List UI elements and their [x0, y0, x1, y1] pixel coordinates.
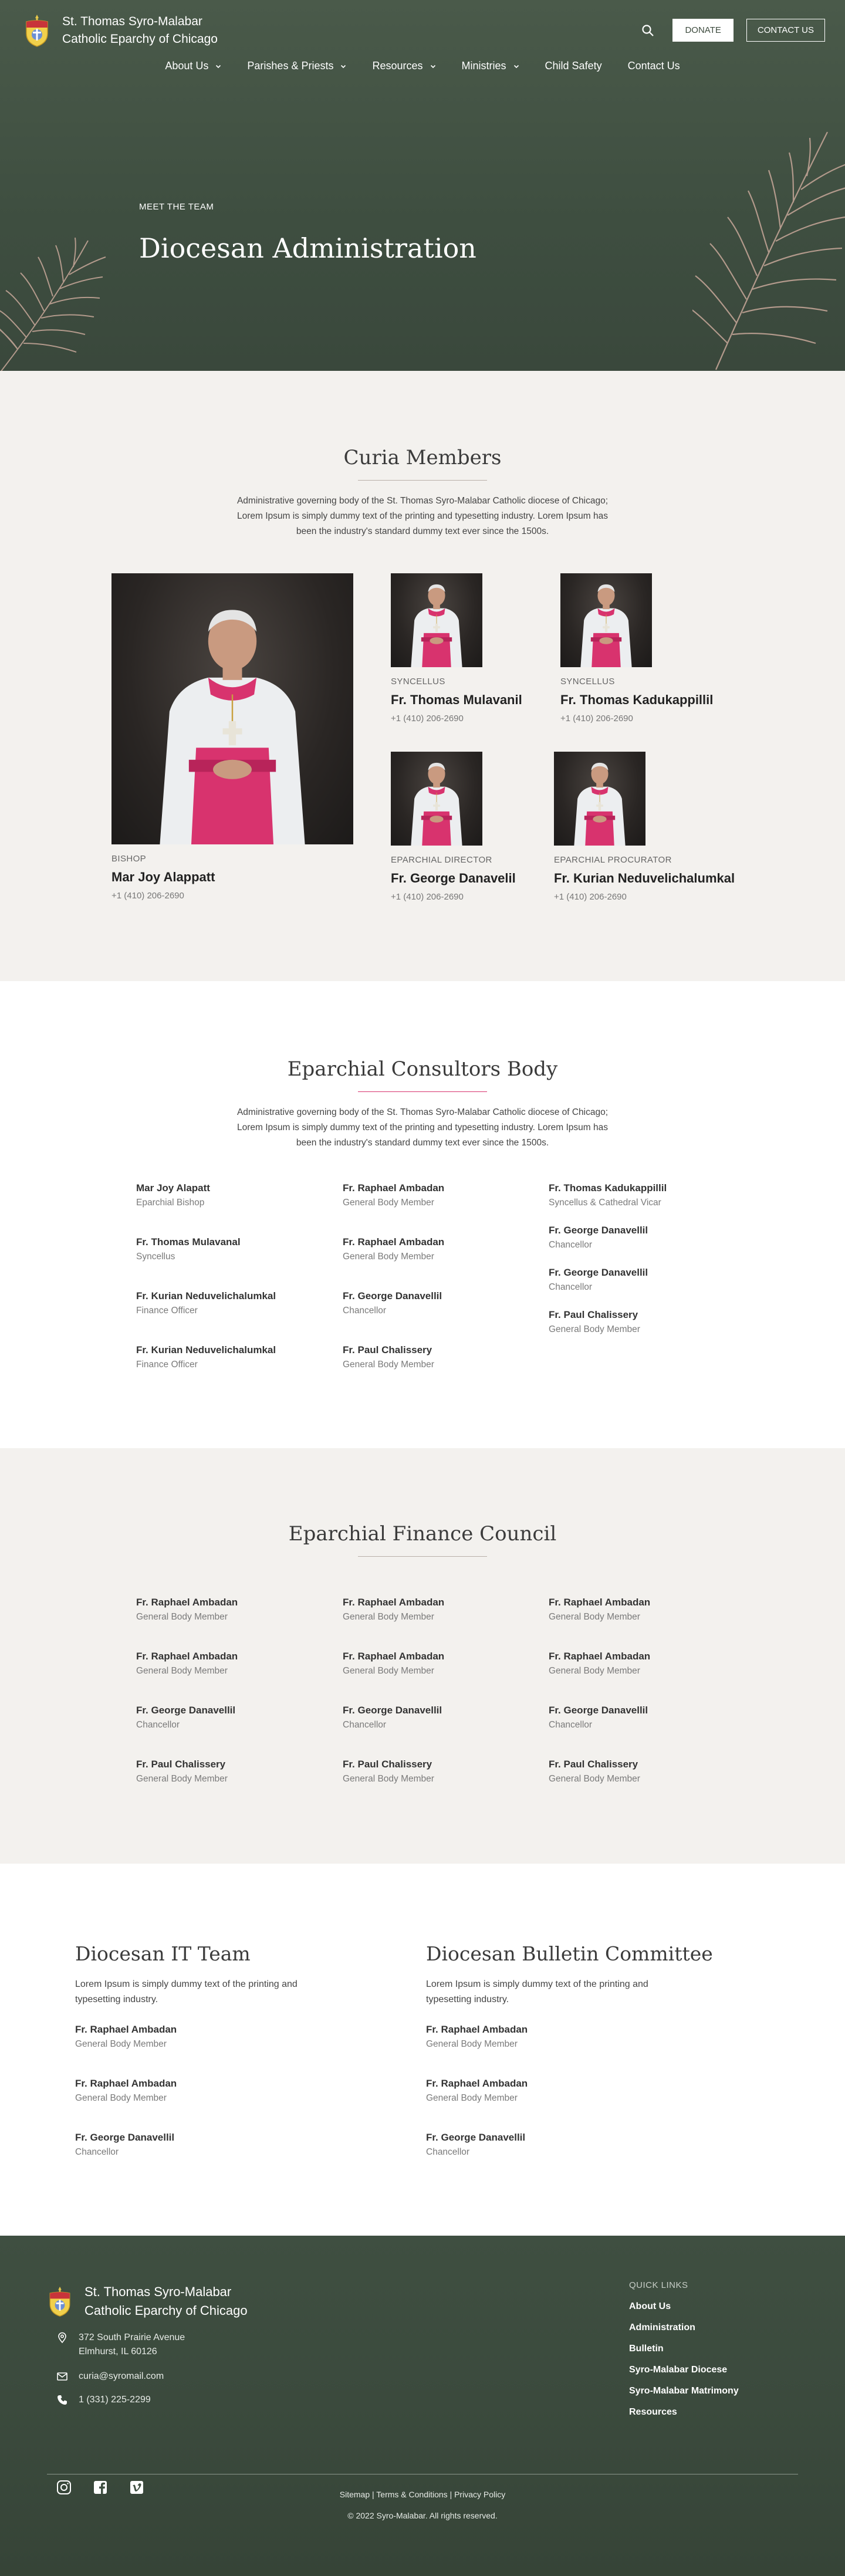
person-role: General Body Member: [343, 1774, 434, 1784]
nav-item-label: Resources: [372, 60, 423, 72]
person-role: Chancellor: [136, 1720, 180, 1730]
list-item: [75, 2024, 177, 2050]
bulletin-title: Diocesan Bulletin Committee: [426, 1942, 713, 1965]
list-item: [136, 1597, 238, 1622]
list-item: [343, 1344, 434, 1370]
person-name: Fr. George Danavellil: [75, 2132, 175, 2143]
member-phone[interactable]: +1 (410) 206-2690: [391, 892, 464, 902]
person-name: Fr. Raphael Ambadan: [426, 2024, 528, 2035]
footer-brand-line1: St. Thomas Syro-Malabar: [84, 2284, 232, 2299]
member-phone[interactable]: +1 (410) 206-2690: [554, 892, 627, 902]
list-item: [549, 1225, 648, 1250]
consultors-description: Administrative governing body of the St. Thomas Syro-Malabar Catholic diocese of Chicago; Lorem Ipsum is simply dummy text of the printing and typesetting industry. Lorem Ipsum has been the industry's standard dummy text ever since the 1500s.: [236, 1107, 609, 1148]
person-role: General Body Member: [75, 2093, 167, 2103]
person-role: General Body Member: [136, 1612, 228, 1622]
person-name: Fr. George Danavellil: [549, 1225, 648, 1236]
list-item: [343, 1290, 442, 1316]
list-item: [75, 2078, 177, 2104]
member-phone[interactable]: +1 (410) 206-2690: [391, 714, 464, 724]
address-line1: 372 South Prairie Avenue: [79, 2332, 185, 2342]
person-name: Fr. Thomas Mulavanal: [136, 1236, 241, 1248]
person-role: General Body Member: [343, 1360, 434, 1370]
person-role: General Body Member: [136, 1774, 228, 1784]
copyright: © 2022 Syro-Malabar. All rights reserved.: [347, 2511, 498, 2520]
footer-legal-links: [0, 2490, 845, 2499]
phone-link[interactable]: 1 (331) 225-2299: [79, 2395, 151, 2405]
priest-figure: [391, 573, 482, 667]
member-role: EPARCHIAL DIRECTOR: [391, 855, 492, 865]
list-item: [426, 2078, 528, 2104]
list-item: [426, 2132, 525, 2158]
person-name: Fr. Raphael Ambadan: [136, 1597, 238, 1608]
priest-figure: [560, 573, 652, 667]
consultors-section: [0, 981, 845, 1448]
address-line2: Elmhurst, IL 60126: [79, 2347, 157, 2357]
person-name: Fr. George Danavellil: [426, 2132, 526, 2143]
list-item: [549, 1651, 650, 1676]
list-item: [343, 1182, 444, 1208]
nav-item-label: About Us: [165, 60, 209, 72]
list-item: [426, 2024, 528, 2050]
list-item: [136, 1236, 241, 1262]
eparchy-logo-icon: [23, 13, 50, 48]
consultors-title-rule: [358, 1091, 487, 1092]
member-photo: [554, 752, 645, 846]
person-name: Fr. George Danavellil: [136, 1705, 236, 1716]
chevron-down-icon: [430, 63, 436, 69]
member-phone[interactable]: +1 (410) 206-2690: [560, 714, 633, 724]
person-name: Fr. Kurian Neduvelichalumkal: [136, 1290, 276, 1301]
priest-figure: [554, 752, 645, 846]
person-name: Fr. Kurian Neduvelichalumkal: [136, 1344, 276, 1355]
person-name: Fr. Paul Chalissery: [136, 1759, 226, 1770]
privacy-link[interactable]: Privacy Policy: [454, 2490, 506, 2499]
list-item: [343, 1597, 444, 1622]
quick-link[interactable]: Bulletin: [629, 2344, 664, 2354]
person-role: General Body Member: [426, 2039, 518, 2049]
person-role: Chancellor: [549, 1282, 593, 1292]
list-item: [75, 2132, 174, 2158]
person-name: Fr. Raphael Ambadan: [75, 2024, 177, 2035]
person-name: Fr. George Danavellil: [343, 1290, 442, 1301]
person-role: Chancellor: [549, 1720, 593, 1730]
list-item: [549, 1182, 667, 1208]
person-name: Fr. Paul Chalissery: [549, 1759, 638, 1770]
person-name: Fr. Raphael Ambadan: [136, 1651, 238, 1662]
curia-title: Curia Members: [343, 446, 502, 469]
person-role: Chancellor: [343, 1306, 387, 1316]
main-nav: [0, 60, 845, 72]
list-item: [136, 1290, 276, 1316]
leaf-decoration-right: [692, 126, 845, 371]
footer-email[interactable]: [56, 2369, 164, 2384]
finance-council-section: [0, 1448, 845, 1864]
curia-member-card: [391, 855, 516, 902]
chevron-down-icon: [340, 63, 346, 69]
nav-item[interactable]: [247, 60, 346, 72]
person-role: General Body Member: [75, 2039, 167, 2049]
teams-section: [0, 1864, 845, 2236]
person-name: Fr. George Danavellil: [549, 1267, 648, 1278]
person-name: Fr. Paul Chalissery: [549, 1309, 638, 1320]
member-photo: [391, 752, 482, 846]
quick-link[interactable]: Administration: [629, 2323, 695, 2332]
nav-item-label: Ministries: [461, 60, 506, 72]
list-item: [343, 1705, 442, 1730]
person-role: General Body Member: [549, 1324, 640, 1334]
brand[interactable]: [23, 13, 218, 48]
bulletin-description: Lorem Ipsum is simply dummy text of the printing and typesetting industry.: [426, 1979, 648, 2004]
person-name: Fr. Raphael Ambadan: [549, 1597, 651, 1608]
nav-item[interactable]: [628, 60, 680, 72]
person-role: General Body Member: [549, 1774, 640, 1784]
donate-button[interactable]: DONATE: [672, 19, 733, 42]
curia-member-card: [560, 677, 713, 724]
person-role: General Body Member: [343, 1666, 434, 1676]
member-photo: [560, 573, 652, 667]
email-link[interactable]: curia@syromail.com: [79, 2371, 164, 2381]
list-item: [136, 1344, 276, 1370]
quick-link[interactable]: Syro-Malabar Diocese: [629, 2365, 728, 2375]
list-item: [136, 1759, 228, 1784]
person-role: General Body Member: [136, 1666, 228, 1676]
person-name: Fr. Raphael Ambadan: [343, 1236, 445, 1248]
link-separator: |: [372, 2490, 374, 2499]
member-name: Fr. Thomas Mulavanil: [391, 692, 522, 707]
person-role: Chancellor: [75, 2147, 119, 2157]
nav-item-label: Child Safety: [545, 60, 602, 72]
member-name: Fr. George Danavelil: [391, 871, 516, 885]
list-item: [136, 1705, 235, 1730]
person-role: Syncellus: [136, 1252, 175, 1262]
brand-line2: Catholic Eparchy of Chicago: [62, 32, 218, 46]
list-item: [549, 1759, 640, 1784]
person-name: Fr. George Danavellil: [343, 1705, 442, 1716]
member-role: EPARCHIAL PROCURATOR: [554, 855, 672, 865]
list-item: [549, 1267, 648, 1293]
footer-phone[interactable]: [56, 2393, 151, 2407]
list-item: [549, 1705, 648, 1730]
footer-brand-line2: Catholic Eparchy of Chicago: [84, 2303, 248, 2318]
person-name: Fr. Raphael Ambadan: [343, 1651, 445, 1662]
sitemap-link[interactable]: Sitemap: [339, 2490, 370, 2499]
person-role: General Body Member: [426, 2093, 518, 2103]
location-icon: [56, 2332, 68, 2344]
footer-address: [56, 2331, 185, 2359]
person-role: General Body Member: [343, 1252, 434, 1262]
person-name: Mar Joy Alapatt: [136, 1182, 210, 1194]
person-role: Eparchial Bishop: [136, 1198, 205, 1208]
list-item: [136, 1182, 210, 1208]
person-role: Finance Officer: [136, 1360, 198, 1370]
list-item: [343, 1759, 434, 1784]
priest-figure: [111, 573, 353, 844]
member-name: Mar Joy Alappatt: [111, 870, 215, 884]
member-role: SYNCELLUS: [560, 677, 615, 687]
mail-icon: [56, 2371, 68, 2382]
eparchy-logo-icon: [47, 2286, 73, 2317]
member-role: BISHOP: [111, 854, 147, 864]
person-name: Fr. Paul Chalissery: [343, 1759, 432, 1770]
bishop-photo: [111, 573, 353, 844]
member-name: Fr. Kurian Neduvelichalumkal: [554, 871, 735, 885]
person-role: Chancellor: [426, 2147, 470, 2157]
chevron-down-icon: [215, 63, 221, 69]
person-role: Finance Officer: [136, 1306, 198, 1316]
member-phone[interactable]: +1 (410) 206-2690: [111, 891, 184, 901]
nav-item[interactable]: [545, 60, 602, 72]
nav-item-label: Parishes & Priests: [247, 60, 334, 72]
list-item: [343, 1651, 444, 1676]
person-role: Chancellor: [549, 1240, 593, 1250]
top-bar: [0, 0, 845, 82]
quick-link[interactable]: About Us: [629, 2301, 671, 2311]
person-name: Fr. George Danavellil: [549, 1705, 648, 1716]
person-role: Syncellus & Cathedral Vicar: [549, 1198, 661, 1208]
footer-brand[interactable]: [47, 2283, 248, 2320]
list-item: [549, 1309, 640, 1335]
it-team-title: Diocesan IT Team: [75, 1942, 251, 1965]
curia-member-card: [391, 677, 522, 724]
brand-line1: St. Thomas Syro-Malabar: [62, 15, 202, 28]
person-name: Fr. Paul Chalissery: [343, 1344, 432, 1355]
footer: [0, 2236, 845, 2576]
priest-figure: [391, 752, 482, 846]
nav-item[interactable]: [462, 60, 519, 72]
curia-title-rule: [358, 480, 487, 481]
chevron-down-icon: [513, 63, 519, 69]
quick-link[interactable]: Syro-Malabar Matrimony: [629, 2386, 739, 2396]
member-photo: [391, 573, 482, 667]
list-item: [343, 1236, 444, 1262]
person-name: Fr. Raphael Ambadan: [426, 2078, 528, 2089]
person-name: Fr. Thomas Kadukappillil: [549, 1182, 667, 1194]
curia-description: Administrative governing body of the St. Thomas Syro-Malabar Catholic diocese of Chicago; Lorem Ipsum is simply dummy text of the printing and typesetting industry. Lorem Ipsum has been the industry's standard dummy text ever since the 1500s.: [236, 496, 609, 536]
person-role: General Body Member: [343, 1612, 434, 1622]
page-title: Diocesan Administration: [139, 232, 476, 264]
terms-link[interactable]: Terms & Conditions: [376, 2490, 448, 2499]
nav-item[interactable]: [372, 60, 435, 72]
search-icon[interactable]: [641, 23, 655, 38]
quick-links-title: QUICK LINKS: [629, 2280, 688, 2290]
nav-item[interactable]: [165, 60, 221, 72]
contact-us-button[interactable]: CONTACT US: [746, 19, 825, 42]
person-name: Fr. Raphael Ambadan: [75, 2078, 177, 2089]
person-role: Chancellor: [343, 1720, 387, 1730]
bishop-card: [111, 854, 215, 901]
finance-title-rule: [358, 1556, 487, 1557]
finance-title: Eparchial Finance Council: [288, 1522, 557, 1546]
person-name: Fr. Raphael Ambadan: [343, 1597, 445, 1608]
nav-item-label: Contact Us: [627, 60, 680, 72]
person-role: General Body Member: [549, 1612, 640, 1622]
phone-icon: [56, 2394, 68, 2406]
member-role: SYNCELLUS: [391, 677, 445, 687]
member-name: Fr. Thomas Kadukappillil: [560, 692, 714, 707]
curia-members-section: [0, 371, 845, 981]
leaf-decoration-left: [0, 229, 111, 371]
person-role: General Body Member: [343, 1198, 434, 1208]
person-name: Fr. Raphael Ambadan: [549, 1651, 651, 1662]
curia-member-card: [554, 855, 735, 902]
list-item: [136, 1651, 238, 1676]
link-separator: |: [449, 2490, 452, 2499]
it-team-description: Lorem Ipsum is simply dummy text of the printing and typesetting industry.: [75, 1979, 298, 2004]
list-item: [549, 1597, 650, 1622]
person-role: General Body Member: [549, 1666, 640, 1676]
consultors-title: Eparchial Consultors Body: [287, 1057, 558, 1081]
hero-eyebrow: MEET THE TEAM: [139, 202, 214, 212]
hero: [0, 0, 845, 371]
quick-link[interactable]: Resources: [629, 2407, 677, 2417]
person-name: Fr. Raphael Ambadan: [343, 1182, 445, 1194]
